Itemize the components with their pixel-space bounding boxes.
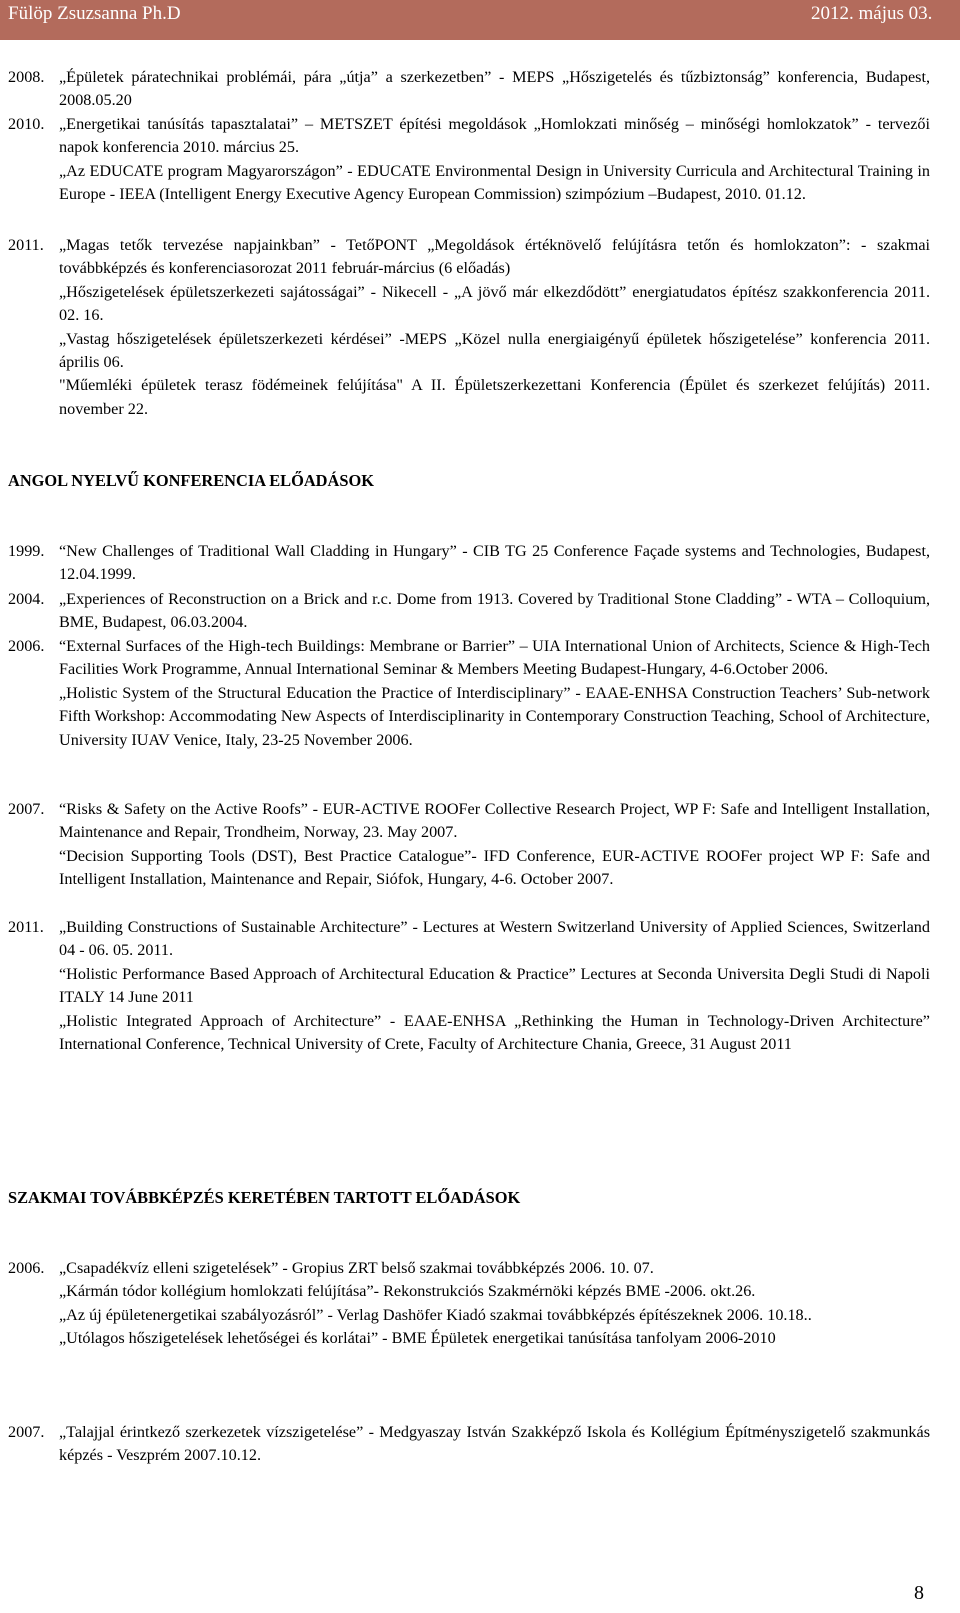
entry-text: “External Surfaces of the High-tech Buildings: Membrane or Barrier” – UIA International Union of Architects, Science & High-Tech Facilities Work Programme, Annual International Seminar & Members Meeting Budapest-Hungary, 4-6.October 2006. — [59, 637, 930, 679]
entry-text: „Hőszigetelések épületszerkezeti sajátosságai” - Nikecell - „A jövő már elkezdődött” energiatudatos építész szakkonferencia 2011. 02. 16. — [59, 282, 930, 325]
entry-1999 — [8, 540, 930, 587]
entry-2006 — [8, 635, 930, 752]
entry-text: „Experiences of Reconstruction on a Brick and r.c. Dome from 1913. Covered by Traditional Stone Cladding” - WTA – Colloquium, BME, Budapest, 06.03.2004. — [59, 590, 930, 632]
entry-year: 2011. — [8, 918, 44, 936]
entry-text: „Magas tetők tervezése napjainkban” - TetőPONT „Megoldások értéknövelő felújításra tetőn és homlokzaton”: - szakmai továbbképzés és konferenciasorozat 2011 február-március (6 előadás) — [59, 236, 930, 278]
entry-text: “New Challenges of Traditional Wall Cladding in Hungary” - CIB TG 25 Conference Façade systems and Technologies, Budapest, 12.04.1999. — [59, 542, 930, 584]
entry-year: 1999. — [8, 542, 45, 560]
entry-text: „Épületek páratechnikai problémái, pára „útja” a szerkezetben” - MEPS „Hőszigetelés és tűzbiztonság” konferencia, Budapest, 2008.05.20 — [59, 68, 930, 110]
entry-year: 2006. — [8, 1259, 45, 1277]
section-heading-training: SZAKMAI TOVÁBBKÉPZÉS KERETÉBEN TARTOTT ELŐADÁSOK — [8, 1188, 521, 1207]
entry-text: “Decision Supporting Tools (DST), Best Practice Catalogue”- IFD Conference, EUR-ACTIVE ROOFer project WP F: Safe and Intelligent Installation, Maintenance and Repair, Siófok, Hungary, 4-6. October 2007. — [59, 846, 930, 889]
entry-text: "Műemléki épületek terasz födémeinek felújítása" A II. Épületszerkezettani Konferencia (Épület és szerkezet felújítás) 2011. november 22. — [59, 376, 930, 418]
entry-2007 — [8, 798, 930, 892]
entry-text: „Energetikai tanúsítás tapasztalatai” – METSZET építési megoldások „Homlokzati minőség – minőségi homlokzatok” - tervezői napok konferencia 2010. március 25. — [59, 115, 930, 157]
entry-text: „Holistic Integrated Approach of Architecture” - EAAE-ENHSA „Rethinking the Human in Technology-Driven Architecture” International Conference, Technical University of Crete, Faculty of Architecture Chania, Greece, 31 August 2011 — [59, 1011, 930, 1054]
entry-year: 2008. — [8, 68, 45, 86]
entry-text: „Holistic System of the Structural Education the Practice of Interdisciplinary” - EAAE-ENHSA Construction Teachers’ Sub-network Fifth Workshop: Accommodating New Aspects of Interdisciplinarity in Contemporary Construction Teaching, School of Architecture, University IUAV Venice, Italy, 23-25 November 2006. — [59, 683, 930, 749]
entry-2006-training — [8, 1257, 930, 1351]
header-date: 2012. május 03. — [811, 3, 933, 24]
entry-2011 — [8, 234, 930, 421]
entry-year: 2007. — [8, 800, 45, 818]
entry-text: „Utólagos hőszigetelések lehetőségei és korlátai” - BME Épületek energetikai tanúsítása tanfolyam 2006-2010 — [59, 1329, 776, 1348]
entry-year: 2010. — [8, 115, 45, 133]
entry-text: “Holistic Performance Based Approach of Architectural Education & Practice” Lectures at Seconda Universita Degli Studi di Napoli ITALY 14 June 2011 — [59, 964, 930, 1007]
entry-2010 — [8, 113, 930, 207]
page-number: 8 — [914, 1582, 924, 1604]
entry-2004 — [8, 588, 930, 635]
entry-year: 2004. — [8, 590, 45, 608]
entry-text: „Talajjal érintkező szerkezetek vízszigetelése” - Medgyaszay István Szakképző Iskola és Kollégium Építményszigetelő szakmunkás képzés - Veszprém 2007.10.12. — [59, 1423, 930, 1465]
entry-year: 2011. — [8, 236, 44, 254]
entry-year: 2006. — [8, 637, 45, 655]
entry-text: „Az EDUCATE program Magyarországon” - EDUCATE Environmental Design in University Curricula and Architectural Training in Europe - IEEA (Intelligent Energy Executive Agency European Commission) szimpózium –Budapest, 2010. 01.12. — [59, 161, 930, 204]
entry-text: „Vastag hőszigetelések épületszerkezeti kérdései” -MEPS „Közel nulla energiaigényű épületek hőszigetelése” konferencia 2011. április 06. — [59, 329, 930, 372]
entry-text: „Building Constructions of Sustainable Architecture” - Lectures at Western Switzerland University of Applied Sciences, Switzerland 04 - 06. 05. 2011. — [59, 918, 930, 960]
page-header — [0, 0, 960, 40]
entry-2007-training — [8, 1421, 930, 1468]
header-author: Fülöp Zsuzsanna Ph.D — [8, 3, 181, 24]
section-heading-english: ANGOL NYELVŰ KONFERENCIA ELŐADÁSOK — [8, 471, 374, 490]
entry-2008 — [8, 66, 930, 113]
entry-year: 2007. — [8, 1423, 45, 1441]
entry-text: „Csapadékvíz elleni szigetelések” - Gropius ZRT belső szakmai továbbképzés 2006. 10. 07. — [59, 1259, 654, 1277]
entry-text: “Risks & Safety on the Active Roofs” - EUR-ACTIVE ROOFer Collective Research Project, WP F: Safe and Intelligent Installation, Maintenance and Repair, Trondheim, Norway, 23. May 2007. — [59, 800, 930, 842]
entry-2011-english — [8, 916, 930, 1056]
entry-text: „Kármán tódor kollégium homlokzati felújítása”- Rekonstrukciós Szakmérnöki képzés BME -2006. okt.26. — [59, 1282, 756, 1301]
entry-text: „Az új épületenergetikai szabályozásról” - Verlag Dashöfer Kiadó szakmai továbbképzés építészeknek 2006. 10.18.. — [59, 1305, 812, 1324]
